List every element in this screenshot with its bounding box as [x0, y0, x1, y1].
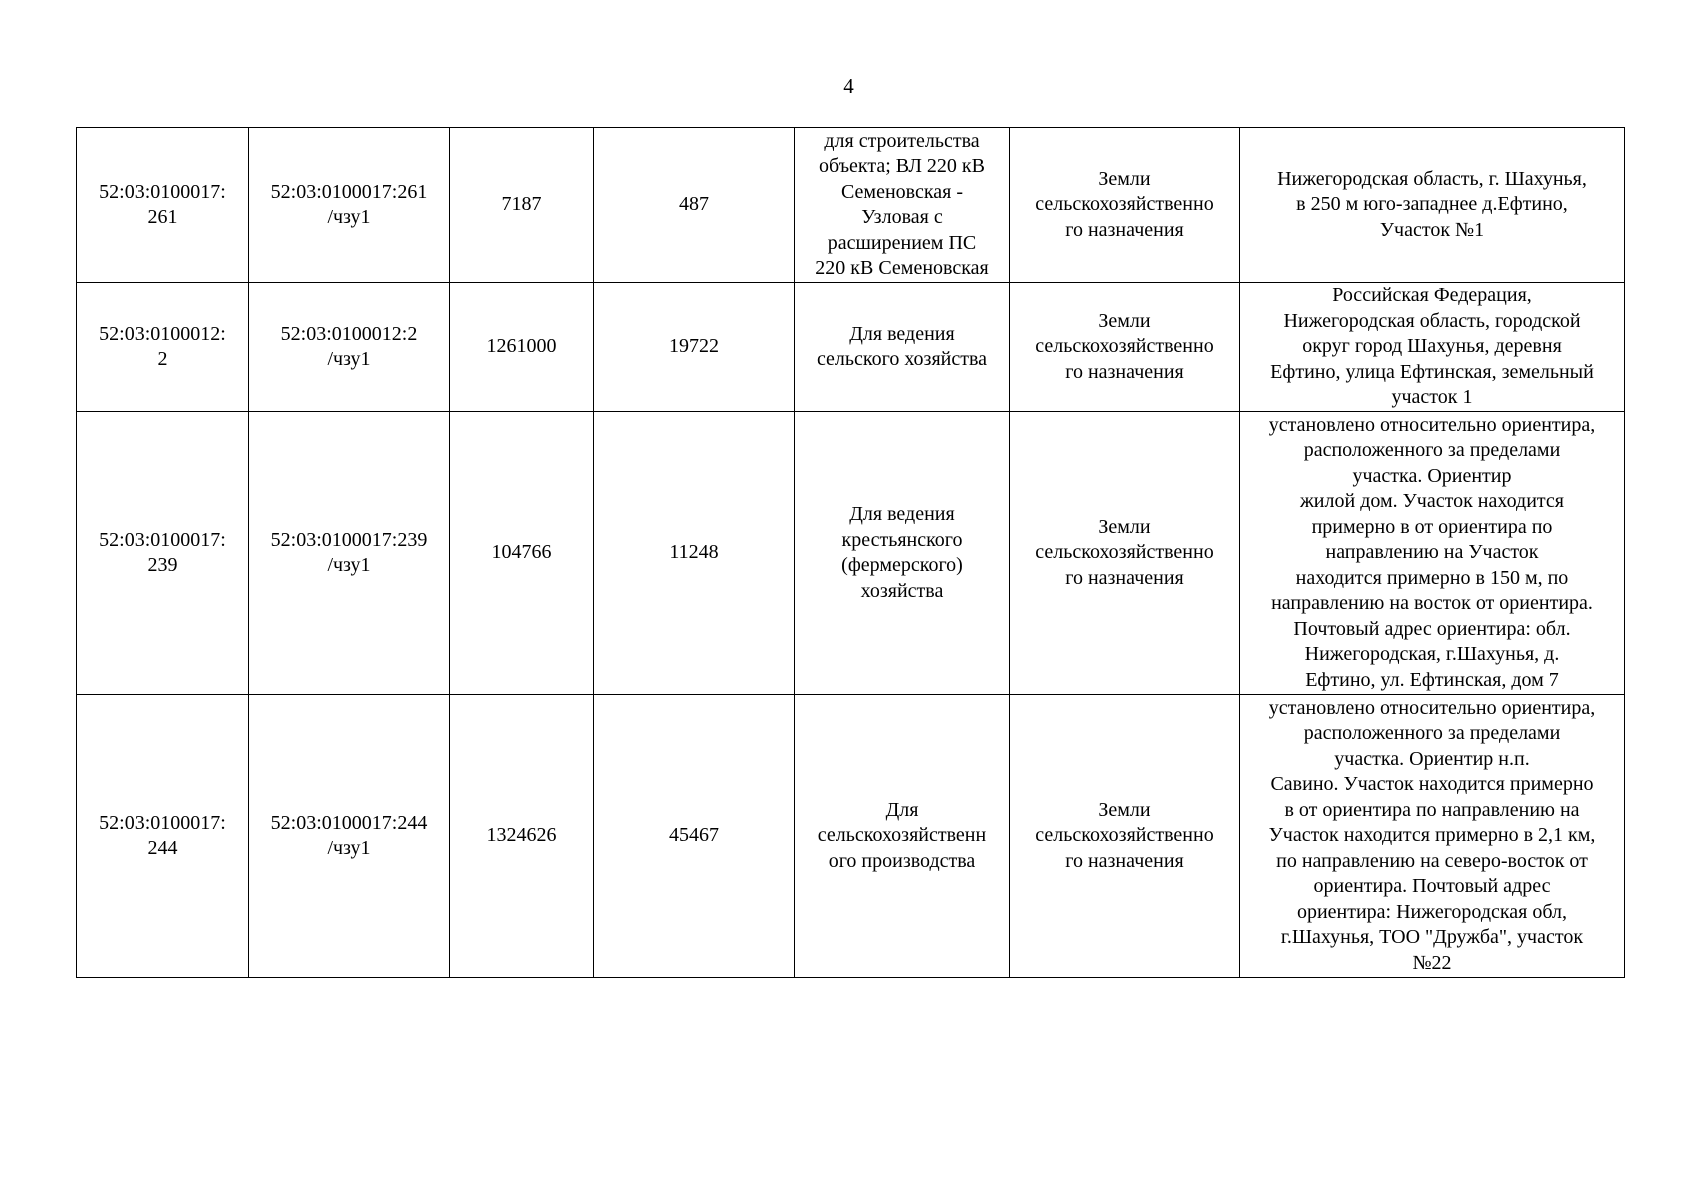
- cell-line: Земли: [1098, 167, 1151, 190]
- cell-line: 2: [157, 348, 168, 370]
- cell-line: жилой дом. Участок находится: [1299, 490, 1564, 513]
- cell-line: направлению на восток от ориентира.: [1271, 592, 1593, 615]
- cell-line: 244: [147, 837, 178, 859]
- cell-line: сельскохозяйственно: [1035, 541, 1214, 564]
- total-area-cell: 1324626: [450, 695, 594, 978]
- cell-line: Ефтино, улица Ефтинская, земельный: [1270, 360, 1594, 383]
- cell-line: Нижегородская область, городской: [1283, 309, 1581, 332]
- cell-line: Для: [885, 798, 919, 821]
- cell-line: участок 1: [1391, 386, 1473, 409]
- cell-line: 52:03:0100012:: [99, 322, 226, 345]
- cell-line: 239: [147, 554, 178, 576]
- cell-line: сельскохозяйственн: [817, 824, 987, 847]
- cell-line: в 250 м юго-западнее д.Ефтино,: [1296, 193, 1568, 216]
- cell-line: 52:03:0100017:: [99, 811, 226, 834]
- cell-line: Почтовый адрес ориентира: обл.: [1293, 617, 1571, 640]
- part-number-cell: [249, 412, 450, 695]
- cell-line: 52:03:0100017:261: [270, 180, 428, 203]
- cell-line: 52:03:0100017:239: [270, 528, 428, 551]
- part-area-cell: 45467: [594, 695, 795, 978]
- cell-line: сельскохозяйственно: [1035, 824, 1214, 847]
- cadastral-number-cell: [77, 283, 249, 412]
- cell-line: установлено относительно ориентира,: [1268, 696, 1596, 719]
- land-plots-table: [76, 127, 1625, 978]
- cell-line: Семеновская -: [840, 180, 964, 203]
- part-number-cell: [249, 128, 450, 283]
- cell-line: /чзу1: [327, 837, 371, 859]
- cell-line: 52:03:0100012:2: [280, 322, 418, 345]
- address-cell: [1240, 128, 1625, 283]
- address-cell: [1240, 695, 1625, 978]
- cell-line: 52:03:0100017:: [99, 528, 226, 551]
- cell-line: Нижегородская, г.Шахунья, д.: [1304, 643, 1560, 666]
- cell-line: округ город Шахунья, деревня: [1302, 335, 1562, 358]
- part-number-cell: [249, 695, 450, 978]
- cadastral-number-cell: [77, 412, 249, 695]
- total-area-cell: 7187: [450, 128, 594, 283]
- cell-line: сельскохозяйственно: [1035, 193, 1214, 216]
- cell-line: Участок находится примерно в 2,1 км,: [1268, 824, 1596, 847]
- cell-line: 261: [147, 206, 178, 228]
- cell-line: Для ведения: [849, 322, 955, 345]
- cell-line: Савино. Участок находится примерно: [1270, 773, 1594, 796]
- cell-line: Нижегородская область, г. Шахунья,: [1277, 167, 1587, 190]
- cell-line: объекта; ВЛ 220 кВ: [819, 155, 985, 177]
- cadastral-number-cell: [77, 695, 249, 978]
- cell-line: го назначения: [1065, 218, 1184, 241]
- cell-line: Для ведения: [849, 503, 955, 525]
- cell-line: расширением ПС: [827, 231, 977, 254]
- cell-line: участка. Ориентир н.п.: [1334, 747, 1530, 770]
- cell-line: участка. Ориентир: [1352, 464, 1512, 487]
- cell-line: /чзу1: [327, 554, 371, 576]
- cell-line: Земли: [1098, 309, 1151, 332]
- cell-line: в от ориентира по направлению на: [1284, 798, 1580, 821]
- land-category-cell: [1010, 412, 1240, 695]
- cell-line: расположенного за пределами: [1303, 722, 1561, 745]
- cell-line: сельского хозяйства: [816, 348, 988, 370]
- address-cell: [1240, 283, 1625, 412]
- cell-line: сельскохозяйственно: [1035, 335, 1214, 358]
- total-area-cell: 104766: [450, 412, 594, 695]
- part-area-cell: 19722: [594, 283, 795, 412]
- permitted-use-cell: [795, 412, 1010, 695]
- cell-line: 52:03:0100017:244: [270, 811, 428, 834]
- total-area-cell: 1261000: [450, 283, 594, 412]
- cell-line: хозяйства: [860, 579, 944, 602]
- permitted-use-cell: [795, 128, 1010, 283]
- table-row: [77, 695, 1625, 978]
- cell-line: Узловая с: [861, 206, 943, 228]
- cell-line: ориентира. Почтовый адрес: [1313, 875, 1551, 898]
- permitted-use-cell: [795, 695, 1010, 978]
- table-row: [77, 283, 1625, 412]
- cell-line: Земли: [1098, 798, 1151, 821]
- cell-line: №22: [1412, 951, 1452, 974]
- cell-line: Ефтино, ул. Ефтинская, дом 7: [1305, 668, 1559, 691]
- cell-line: /чзу1: [327, 348, 371, 370]
- part-area-cell: 11248: [594, 412, 795, 695]
- table-row: [77, 412, 1625, 695]
- cell-line: Участок №1: [1379, 218, 1485, 241]
- address-cell: [1240, 412, 1625, 695]
- land-category-cell: [1010, 695, 1240, 978]
- cell-line: для строительства: [824, 129, 980, 152]
- cell-line: крестьянского: [841, 528, 963, 551]
- cell-line: направлению на Участок: [1325, 541, 1539, 564]
- cell-line: /чзу1: [327, 206, 371, 228]
- cadastral-number-cell: [77, 128, 249, 283]
- cell-line: (фермерского): [841, 554, 963, 576]
- part-area-cell: 487: [594, 128, 795, 283]
- cell-line: г.Шахунья, ТОО "Дружба", участок: [1280, 926, 1584, 949]
- cell-line: примерно в от ориентира по: [1311, 515, 1553, 538]
- cell-line: установлено относительно ориентира,: [1268, 413, 1596, 436]
- cell-line: 220 кВ Семеновская: [815, 257, 989, 279]
- cell-line: 52:03:0100017:: [99, 180, 226, 203]
- page-number: 4: [843, 74, 854, 98]
- cell-line: по направлению на северо-восток от: [1276, 849, 1588, 872]
- cell-line: Земли: [1098, 515, 1151, 538]
- permitted-use-cell: [795, 283, 1010, 412]
- cell-line: го назначения: [1065, 849, 1184, 872]
- cell-line: Российская Федерация,: [1332, 284, 1532, 307]
- cell-line: ориентира: Нижегородская обл,: [1296, 900, 1568, 923]
- cell-line: го назначения: [1065, 360, 1184, 383]
- part-number-cell: [249, 283, 450, 412]
- cell-line: ого производства: [828, 849, 976, 872]
- cell-line: го назначения: [1065, 566, 1184, 589]
- table-row: [77, 128, 1625, 283]
- land-category-cell: [1010, 283, 1240, 412]
- land-category-cell: [1010, 128, 1240, 283]
- cell-line: находится примерно в 150 м, по: [1295, 566, 1569, 589]
- cell-line: расположенного за пределами: [1303, 439, 1561, 462]
